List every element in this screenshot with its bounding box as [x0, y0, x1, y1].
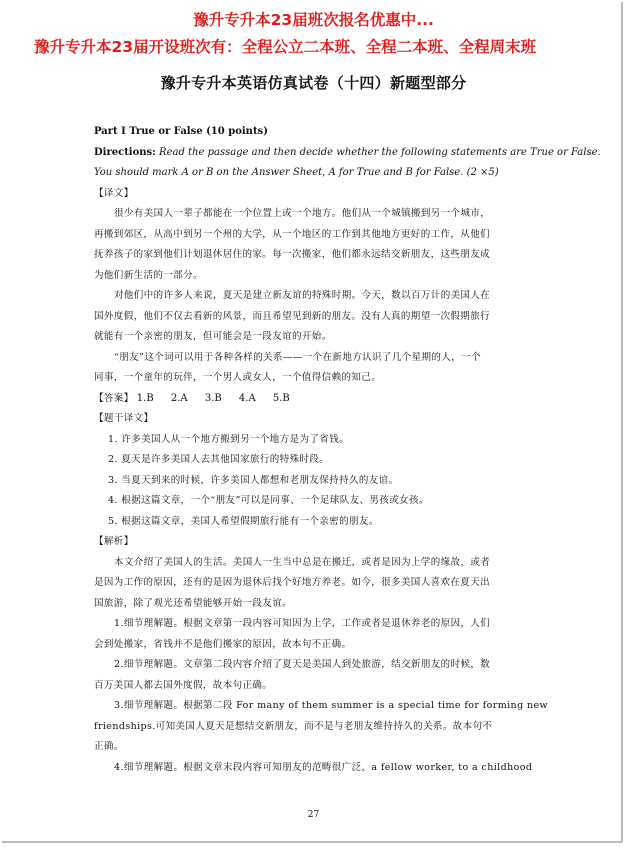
- promo-banner-line2: 豫升专升本23届开设班次有：全程公立二本班、全程二本班、全程周末班: [34, 38, 537, 56]
- document-body: [94, 122, 601, 778]
- translation-line: 就能有一个亲密的朋友，但可能会是一段友谊的开始。: [94, 331, 332, 342]
- translation-line: 很少有美国人一辈子都能在一个位置上或一个地方。他们从一个城镇搬到另一个城市，: [114, 208, 491, 219]
- analysis-line: 本文介绍了美国人的生活。美国人一生当中总是在搬迁，或者是因为上学的缘故，或者: [114, 556, 491, 568]
- analysis-line: 2.细节理解题。文章第二段内容介绍了夏天是美国人到处旅游，结交新朋友的时候，数: [114, 659, 491, 670]
- answer-item: 1.B: [136, 392, 154, 404]
- page-number: 27: [307, 810, 320, 820]
- stem-translation-label: 【题干译文】: [94, 413, 154, 424]
- analysis-line: 1.细节理解题。根据文章第一段内容可知因为上学，工作或者是退休养老的原因，人们: [114, 618, 491, 629]
- analysis-line: 会到处搬家，省钱并不是他们搬家的原因，故本句不正确。: [94, 638, 352, 650]
- answer-item: 3.B: [204, 392, 222, 404]
- answer-row: [94, 389, 534, 410]
- answer-item: 4.A: [238, 392, 256, 404]
- page-title: 豫升专升本英语仿真试卷（十四）新题型部分: [160, 74, 467, 92]
- analysis-label: 【解析】: [94, 536, 134, 547]
- analysis-line: 百万美国人都去国外度假，故本句正确。: [94, 679, 273, 691]
- analysis-line: 3.细节理解题。根据第二段 For many of them summer is a special time for forming new: [114, 700, 549, 711]
- answer-item: 5.B: [272, 392, 290, 404]
- analysis-line: 国旅游，除了观光还希望能够开始一段友谊。: [94, 597, 293, 609]
- answer-item: 2.A: [170, 392, 188, 404]
- directions-line1: [94, 143, 601, 164]
- translation-line: 国外度假，他们不仅去看新的风景，而且希望见到新的朋友。没有人真的期望一次假期旅行: [94, 310, 491, 322]
- directions-text1: Read the passage and then decide whether the following statements are True or False.: [155, 146, 601, 158]
- answer-label: 【答案】: [94, 392, 134, 404]
- analysis-line: friendships.可知美国人夏天是想结交新朋友，而不是与老朋友维持持久的关系。故本句不: [94, 720, 493, 732]
- stem-item: 4. 根据这篇文章，一个“朋友”可以是同事、一个足球队友、男孩或女孩。: [108, 495, 429, 506]
- directions-line2: You should mark A or B on the Answer Sheet, A for True and B for False. (2 ×5): [94, 167, 499, 178]
- translation-line: 同事，一个童年的玩伴，一个男人或女人，一个值得信赖的知己。: [94, 372, 382, 383]
- stem-item: 5. 根据这篇文章，美国人希望假期旅行能有一个亲密的朋友。: [108, 515, 379, 527]
- stem-item: 1. 许多美国人从一个地方搬到另一个地方是为了省钱。: [108, 433, 349, 445]
- part-heading: Part I True or False (10 points): [94, 126, 268, 137]
- promo-banner-line1: 豫升专升本23届班次报名优惠中...: [193, 11, 434, 29]
- translation-line: 再搬到郊区，从高中到另一个州的大学，从一个地区的工作到其他地方更好的工作，从他们: [94, 228, 491, 240]
- translation-label: 【译文】: [94, 187, 134, 199]
- directions-label: Directions:: [94, 146, 156, 158]
- stem-item: 3. 当夏天到来的时候，许多美国人都想和老朋友保持持久的友谊。: [108, 474, 399, 486]
- translation-line: 抚养孩子的家到他们计划退休居住的家。每一次搬家，他们都永远结交新朋友，这些朋友成: [94, 249, 491, 260]
- analysis-line: 4.细节理解题。根据文章末段内容可知朋友的范畴很广泛，a fellow worker, to a childhood: [114, 761, 533, 773]
- translation-line: 对他们中的许多人来说，夏天是建立新友谊的特殊时期。今天，数以百万计的美国人在: [114, 290, 491, 301]
- translation-line: 为他们新生活的一部分。: [94, 269, 203, 281]
- analysis-line: 是因为工作的原因，还有的是因为退休后找个好地方养老。如今，很多美国人喜欢在夏天出: [94, 577, 491, 588]
- analysis-line: 正确。: [94, 741, 124, 752]
- stem-item: 2. 夏天是许多美国人去其他国家旅行的特殊时段。: [108, 454, 330, 465]
- translation-line: “朋友”这个词可以用于各种各样的关系——一个在新地方认识了几个星期的人，一个: [114, 351, 481, 363]
